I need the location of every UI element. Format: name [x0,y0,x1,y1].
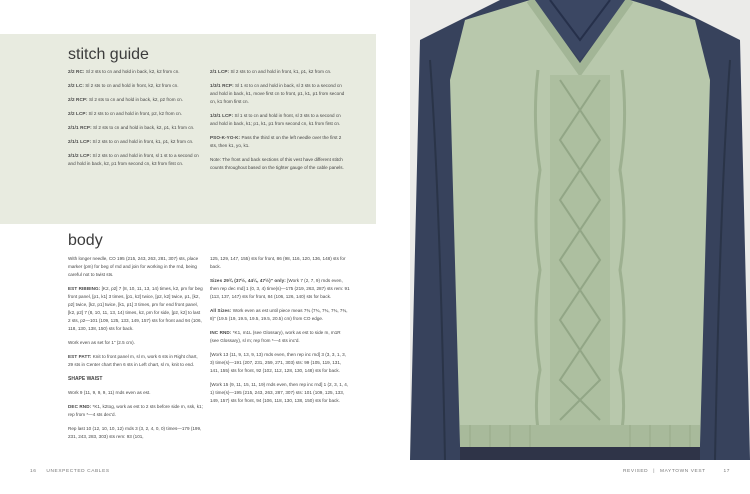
instruction-paragraph [68,82,203,90]
instruction-paragraph [210,112,345,128]
instruction-paragraph [68,96,203,104]
instruction-text: Work even as est until piece meas 7¾ (7¾, 7¾, 7¾, 7¾, 8)" (19.5 (19, 19.5, 19.5, 19.5, 20.5) cm) from CO edge. [210,308,348,321]
instruction-text: Note: The front and back sections of this vest have different stitch counts throughout based on the tighter gauge of the cable panels. [210,157,344,170]
instruction-paragraph [68,152,203,168]
instruction-paragraph [68,138,203,146]
instruction-term: 2/2 LCP: [68,111,88,116]
instruction-term: 3/1/2 LCP: [68,153,92,158]
instruction-text: Pass the third st on the left needle over the first 2 sts, then k1, yo, k1. [210,135,342,148]
section-label: REVISED [622,469,649,474]
instruction-text: [K2, p2] 7 (8, 10, 11, 13, 14) times, k2, pm for beg front panel, [p1, k1] 3 times, [p1, k2] twice, [p2, k2] twice, p1, [k2, p2] twice, [k2, p1] twice, [k1, p1] 3 times, pm for end front panel, [k2, p2] 7 (8, 10, 11, 13, 14) times, k2, pm for side, [p2, k2] to last 2 sts, p2—101 (109, 125, 133, 149, 157) sts for front and 94 (106, 118, 130, 138, 150) sts for back. [68,286,203,331]
instruction-paragraph [68,68,203,76]
instruction-text: Knit to front panel m, sl m, work 6 sts in Right chart, 29 sts in Center chart then 6 sts in Left chart, sl m, knit to end. [68,354,198,367]
instruction-paragraph [210,307,350,323]
instruction-term: EST RIBBING: [68,286,101,291]
instruction-paragraph [210,134,345,150]
instruction-paragraph [68,339,203,347]
instruction-text: Sl 2 sts to cn and hold in front, k1, p1, k2 from cn. [92,139,194,144]
instruction-text: [Work 15 (9, 11, 15, 11, 19) rnds even, then rep inc rnd] 1 (2, 3, 1, 4, 1) time(s)—195 (215, 243, 263, 287, 307) sts: 101 (109, 125, 133, 149, 157) sts for front, 94 (106, 118, 130, 138, 150) sts for back. [210,382,349,403]
instruction-paragraph [210,255,350,271]
instruction-paragraph [210,381,350,405]
instruction-text: Sl 2 sts to cn and hold in back, k2, p1, k1 from cn. [93,125,195,130]
instruction-term: 2/1/1 RCP: [68,125,92,130]
instruction-term: PSO-K-YO-K: [210,135,241,140]
instruction-text: [Work 7 (2, 7, 9) rnds even, then rep dec rnd] 1 (0, 3, 4) time(s)—175 (219, 263, 287) sts rem: 91 (113, 137, 147) sts for front, 84 (106, 126, 140) sts for back. [210,278,350,299]
body-column-left [68,255,203,447]
footer-left [30,469,110,474]
instruction-paragraph [68,285,203,333]
instruction-text: Sl 2 sts to cn and hold in front, p2, k2 from cn. [88,111,182,116]
instruction-text: Sl 2 sts to cn and hold in back, k2, p2 from cn. [88,97,183,102]
stitch-guide-column-right [210,68,345,178]
instruction-paragraph [68,403,203,419]
vest-illustration [410,0,750,460]
instruction-text: Sl 2 sts to cn and hold in front, k2, k2 from cn. [85,83,179,88]
instruction-paragraph [210,277,350,301]
instruction-text: 125, 129, 147, 155) sts for front, 86 (98, 116, 120, 136, 148) sts for back. [210,256,346,269]
instruction-term: 2/2 RCP: [68,97,88,102]
instruction-paragraph [210,82,345,106]
instruction-paragraph [210,156,345,172]
instruction-text: Sl 2 sts to cn and hold in front, k1, p1, k2 from cn. [230,69,332,74]
instruction-text: With longer needle, CO 195 (215, 243, 263, 281, 307) sts, place marker (pm) for beg of rnd and join for working in the rnd, being careful not to twist sts. [68,256,199,277]
shape-waist-heading: SHAPE WAIST [68,376,103,382]
instruction-term: Sizes 29¾ (37½, 44¼, 47½)" only: [210,278,286,283]
instruction-term: EST PATT: [68,354,92,359]
instruction-term: 1/3/1 LCP: [210,113,234,118]
book-title: UNEXPECTED CABLES [46,469,110,474]
instruction-term: 2/1 LCP: [210,69,230,74]
instruction-paragraph [68,124,203,132]
instruction-text: Work 9 (11, 9, 9, 9, 11) rnds even as est. [68,390,151,395]
body-column-right [210,255,350,411]
instruction-paragraph [68,110,203,118]
stitch-guide-column-left [68,68,203,174]
instruction-text: [Work 13 (11, 9, 13, 9, 13) rnds even, then rep inc rnd] 3 (3, 3, 1, 3, 3) time(s)—191 (207, 231, 259, 271, 303) sts: 99 (105, 119, 131, 141, 155) sts for front, 92 (102, 112, 128, 130, 148) sts for back. [210,352,346,373]
instruction-text: Work even as set for 1" (2.5 cm). [68,340,135,345]
instruction-paragraph [210,329,350,345]
instruction-term: INC RND: [210,330,232,335]
instruction-paragraph [68,425,203,441]
stitch-guide-heading: stitch guide [68,46,149,63]
instruction-term: 2/1/1 LCP: [68,139,92,144]
vest-photo [410,0,750,460]
instruction-paragraph [68,255,203,279]
instruction-text: Sl 1 st to cn and hold in front, sl 3 sts to a second cn and hold in back, k1; p1, k1, p1 from second cn, k1 from first cn. [210,113,341,126]
instruction-paragraph [68,353,203,369]
instruction-text: *K1, k2tog, work as est to 2 sts before side m, ssk, k1; rep from *—4 sts dec'd. [68,404,203,417]
instruction-text: Sl 1 st to cn and hold in back, sl 3 sts to a second cn and hold in back, k1, move first cn to front, p1, k1, p1 from second cn, k1 from first cn. [210,83,345,104]
instruction-term: 1/3/1 RCP: [210,83,234,88]
instruction-paragraph [210,68,345,76]
instruction-term: All Sizes: [210,308,232,313]
page-number-left: 16 [30,469,37,474]
instruction-term: 2/2 LC: [68,83,85,88]
instruction-paragraph [68,389,203,397]
instruction-term: 2/2 RC: [68,69,85,74]
footer-right: REVISED | MAYTOWN VEST 17 [622,469,730,474]
instruction-term: DEC RND: [68,404,92,409]
instruction-paragraph [210,351,350,375]
page-number-right: 17 [723,469,730,474]
instruction-text: Sl 2 sts to cn and hold in back, k2, k2 from cn. [85,69,180,74]
pattern-title: MAYTOWN VEST [659,469,706,474]
body-heading: body [68,232,103,249]
instruction-text: Rep last 10 (12, 10, 10, 12) rnds 3 (3, 2, 4, 0, 0) times—179 (199, 231, 243, 283, 303) sts rem: 93 (101, [68,426,202,439]
instruction-text: Sl 2 sts to cn and hold in front, sl 1 st to a second cn and hold in back, k2, p1 from second cn, k3 from first cn. [68,153,199,166]
instruction-text: *K1, m1L (see Glossary), work as est to side m, m1R (see Glossary), sl m; rep from *—4 sts inc'd. [210,330,341,343]
